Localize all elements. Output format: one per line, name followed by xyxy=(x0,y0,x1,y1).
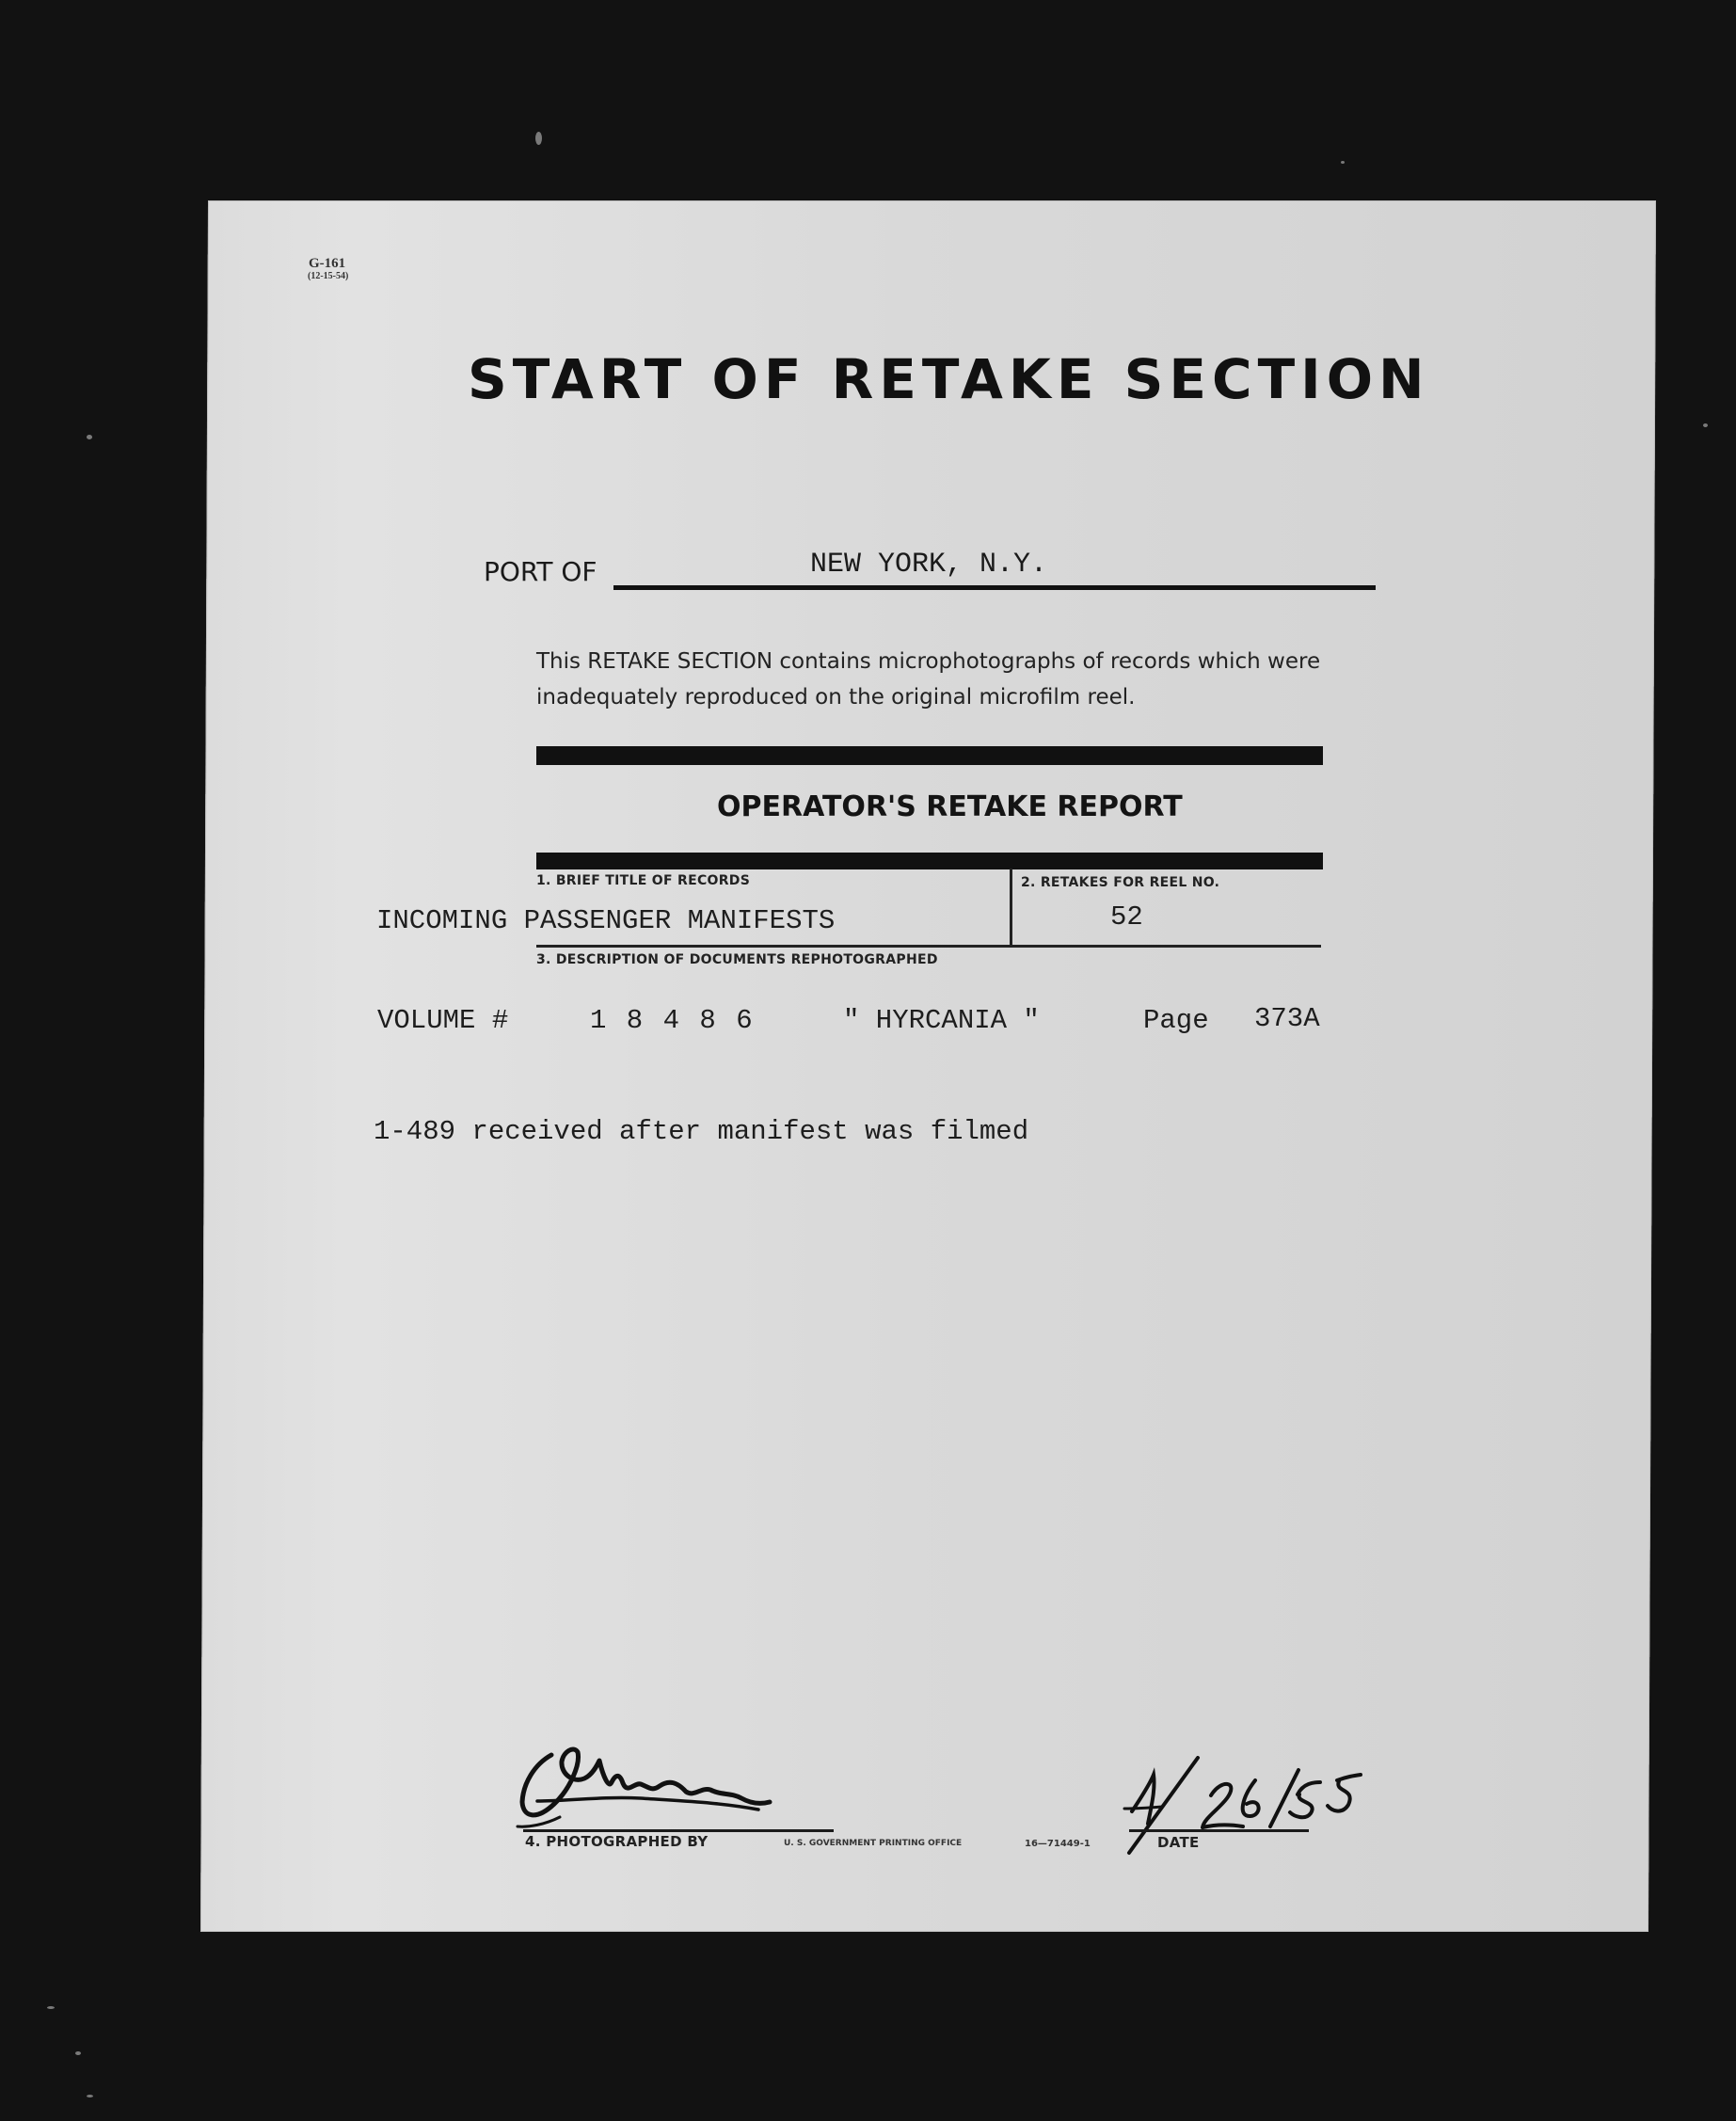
date-line xyxy=(1129,1829,1309,1832)
retakes-value: 52 xyxy=(1110,901,1143,933)
printing-office: U. S. GOVERNMENT PRINTING OFFICE xyxy=(784,1839,963,1848)
ship-name: " HYRCANIA " xyxy=(843,1005,1040,1036)
film-speck xyxy=(87,2095,93,2097)
film-speck xyxy=(535,132,542,145)
volume-value: 1 8 4 8 6 xyxy=(590,1005,755,1036)
photographed-by-label: 4. PHOTOGRAPHED BY xyxy=(525,1833,709,1850)
form-date: (12-15-54) xyxy=(308,271,349,281)
port-label: PORT OF xyxy=(484,556,597,587)
page-label: Page xyxy=(1143,1005,1209,1036)
film-speck xyxy=(1341,161,1345,164)
film-speck xyxy=(47,2006,55,2009)
retake-description: This RETAKE SECTION contains microphotographs of records which were inadequately reproduced on the original microfilm reel. xyxy=(536,649,1321,710)
black-divider-table xyxy=(536,853,1323,869)
volume-label: VOLUME # xyxy=(377,1005,509,1036)
page-title: START OF RETAKE SECTION xyxy=(468,347,1430,411)
operator-report-title: OPERATOR'S RETAKE REPORT xyxy=(717,790,1183,823)
note-text: 1-489 received after manifest was filmed xyxy=(374,1116,1029,1147)
retake-form-page xyxy=(200,200,1656,1932)
operator-signature-image xyxy=(516,1744,839,1838)
brief-title-value: INCOMING PASSENGER MANIFESTS xyxy=(376,905,836,936)
film-speck xyxy=(87,435,92,439)
brief-title-label: 1. BRIEF TITLE OF RECORDS xyxy=(536,873,751,888)
table-column-divider xyxy=(1010,869,1012,947)
retakes-label: 2. RETAKES FOR REEL NO. xyxy=(1021,875,1220,890)
black-divider-top xyxy=(536,746,1323,765)
form-code xyxy=(309,257,348,283)
film-speck xyxy=(75,2051,81,2055)
film-speck xyxy=(1703,423,1708,427)
date-label: DATE xyxy=(1157,1834,1200,1851)
photographed-by-line xyxy=(523,1829,834,1832)
office-code: 16—71449-1 xyxy=(1025,1839,1091,1849)
port-value: NEW YORK, N.Y. xyxy=(810,549,1048,581)
description-label: 3. DESCRIPTION OF DOCUMENTS REPHOTOGRAPHED xyxy=(536,952,938,967)
port-underline xyxy=(613,585,1376,590)
table-bottom-line xyxy=(536,945,1321,948)
form-number: G-161 xyxy=(309,256,346,271)
page-value: 373A xyxy=(1254,1003,1320,1034)
